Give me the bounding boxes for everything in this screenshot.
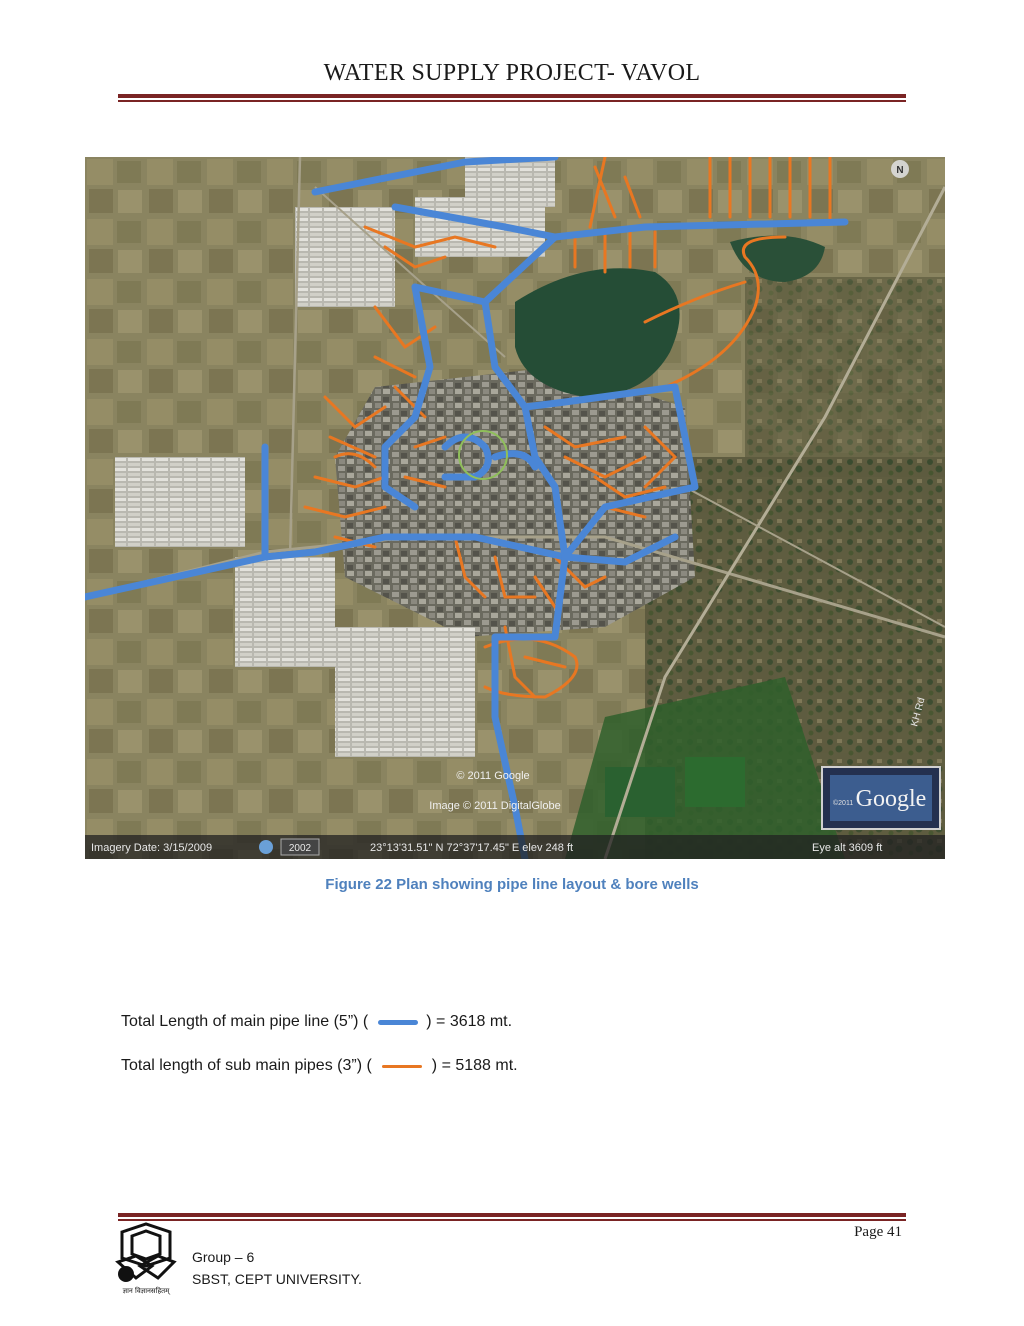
road-label: KH Rd	[909, 696, 928, 728]
page-number: Page 41	[854, 1224, 902, 1240]
eye-altitude: Eye alt 3609 ft	[812, 842, 883, 854]
legend-sub-pipe	[121, 1057, 518, 1075]
coordinates-readout: 23°13'31.51" N 72°37'17.45" E elev 248 ft	[370, 842, 574, 854]
figure-caption: Figure 22 Plan showing pipe line layout & bore wells	[325, 876, 699, 893]
footer-rule-thick	[118, 1213, 906, 1217]
year-badge: 2002	[288, 843, 312, 854]
legend-sub-value: ) = 5188 mt.	[431, 1057, 518, 1074]
university-logo-icon	[112, 1222, 180, 1296]
legend-sub-label: Total length of sub main pipes (3”) (	[121, 1057, 372, 1074]
north-badge: N	[896, 165, 904, 176]
blue-line-swatch	[378, 1020, 418, 1025]
image-credit: Image © 2011 DigitalGlobe	[429, 800, 561, 812]
satellite-map-figure	[85, 157, 945, 859]
imagery-date: Imagery Date: 3/15/2009	[91, 842, 213, 854]
pipeline-map	[85, 157, 945, 859]
legend-main-label: Total Length of main pipe line (5”) (	[121, 1013, 369, 1030]
footer-group-name: Group – 6	[192, 1249, 255, 1265]
header-rule-thin	[118, 100, 906, 102]
footer-info	[192, 1246, 362, 1290]
header-rule-thick	[118, 94, 906, 98]
google-logo-year: ©2011	[833, 800, 854, 807]
legend-main-pipe	[121, 1013, 512, 1031]
google-logo: Google	[855, 786, 927, 812]
orange-line-swatch	[382, 1065, 422, 1068]
logo-motto: ज्ञान विज्ञानसहितम्	[122, 1287, 170, 1295]
legend-main-value: ) = 3618 mt.	[426, 1013, 513, 1030]
footer-university: SBST, CEPT UNIVERSITY.	[192, 1271, 362, 1287]
footer-rule-thin	[118, 1219, 906, 1221]
page-header-title: WATER SUPPLY PROJECT- VAVOL	[323, 60, 701, 86]
google-copyright: © 2011 Google	[456, 770, 530, 782]
